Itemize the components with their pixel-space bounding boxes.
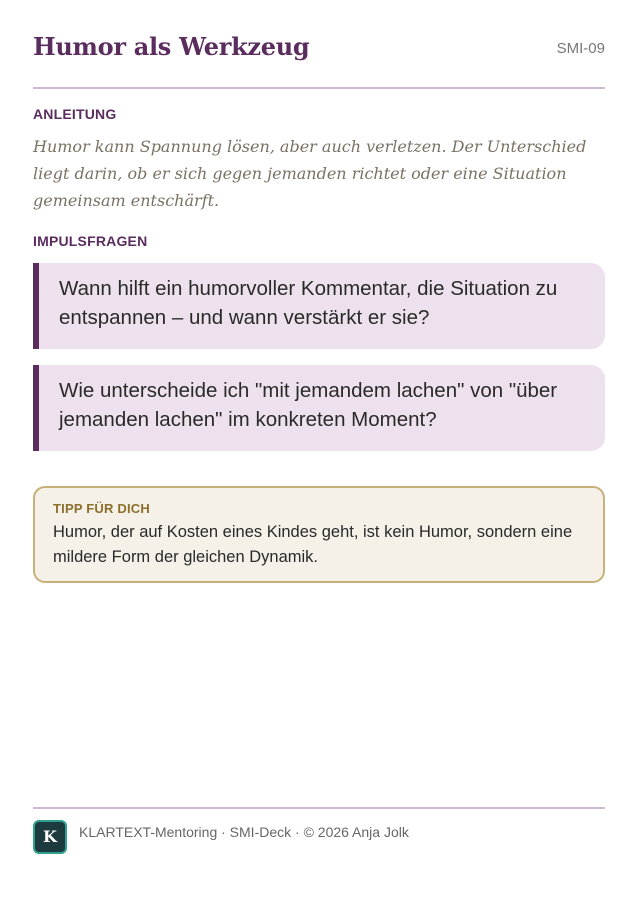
question-card bbox=[33, 365, 605, 451]
tip-label: TIPP FÜR DICH bbox=[53, 501, 150, 516]
card-header bbox=[33, 32, 605, 72]
tip-box bbox=[33, 486, 605, 583]
question-card bbox=[33, 263, 605, 349]
instruction-label: ANLEITUNG bbox=[33, 106, 117, 122]
page-title: Humor als Werkzeug bbox=[33, 32, 310, 61]
card-code: SMI-09 bbox=[556, 40, 605, 57]
questions-label: IMPULSFRAGEN bbox=[33, 233, 148, 249]
card-page bbox=[33, 0, 605, 900]
header-divider bbox=[33, 87, 605, 89]
question-text: Wie unterscheide ich "mit jemandem lachen" von "über jemanden lachen" im konkreten Moment? bbox=[59, 379, 558, 431]
footer-divider bbox=[33, 807, 605, 809]
question-text: Wann hilft ein humorvoller Kommentar, die Situation zu entspannen – und wann verstärkt er sie? bbox=[59, 277, 558, 329]
instruction-text: Humor kann Spannung lösen, aber auch verletzen. Der Unterschied liegt darin, ob er sich gegen jemanden richtet oder eine Situation gemeinsam entschärft. bbox=[33, 137, 587, 210]
footer-text: KLARTEXT-Mentoring · SMI-Deck · © 2026 Anja Jolk bbox=[79, 824, 409, 840]
tip-text: Humor, der auf Kosten eines Kindes geht, ist kein Humor, sondern eine mildere Form der gleichen Dynamik. bbox=[53, 523, 573, 566]
logo: K bbox=[33, 820, 67, 854]
footer bbox=[33, 820, 605, 856]
